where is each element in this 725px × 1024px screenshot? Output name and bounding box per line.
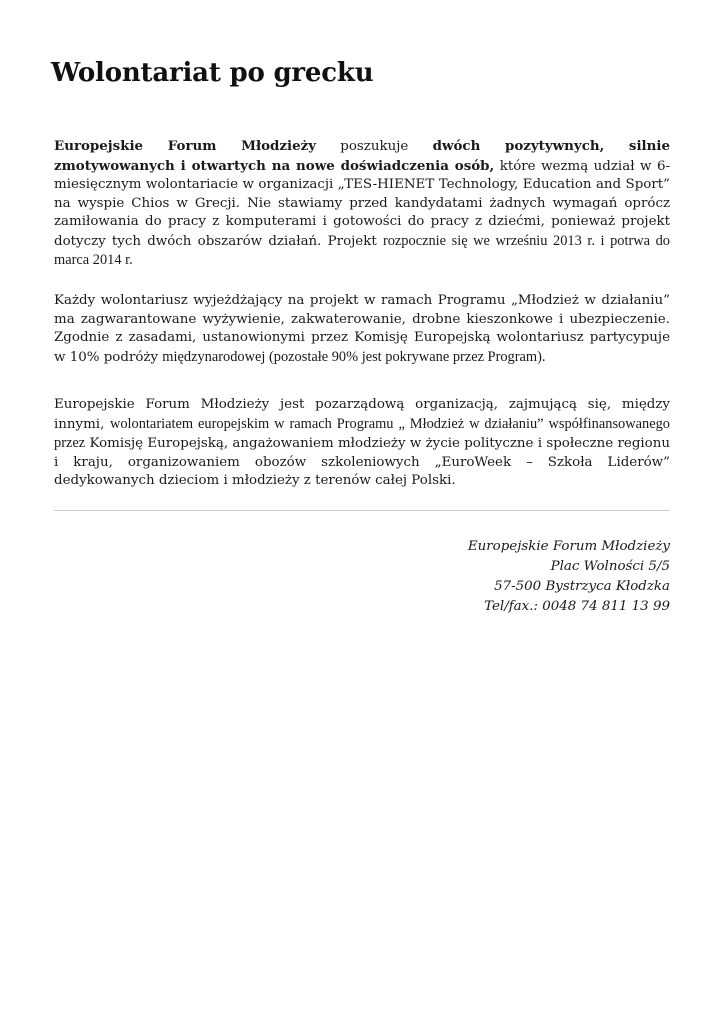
page-title: Wolontariat po grecku [51,58,374,88]
organization-name: Europejskie Forum Młodzieży [54,138,316,154]
paragraph-organization-text-1: Europejskie Forum Młodzieży jest pozarządową organizacją, zajmującą się, między innymi, [54,397,670,432]
paragraph-intro-text-1: poszukuje [316,139,433,154]
candidates-highlight: dwóch pozytywnych, silnie zmotywowanych i otwartych na nowe doświadczenia osób, [54,138,670,174]
paragraph-benefits [54,292,670,367]
paragraph-benefits-text-2: międzynarodowej (pozostałe 90% jest pokrywane przez Program). [162,348,546,365]
paragraph-organization [54,396,670,491]
project-dates: rozpocznie się we wrześniu 2013 r. i potrwa do marca 2014 r. [54,232,671,268]
paragraph-organization-text-3: Komisję Europejską, angażowaniem młodzieży w życie polityczne i społeczne regionu i kraju, organizowaniem obozów szkoleniowych „EuroWeek – Szkoła Liderów” dedykowanych dzieciom i młodzieży z terenów całej Polski. [54,436,670,488]
paragraph-intro-text-2: które wezmą udział w 6-miesięcznym wolontariacie w organizacji „TES-HIENET Technology, Education and Sport” na wyspie Chios w Grecji. Nie stawiamy przed kandydatami żadnych wymagań oprócz zamiłowania do pracy z komputerami i gotowości do pracy z dziećmi, ponieważ projekt dotyczy tych dwóch obszarów działań. Projekt [54,158,671,249]
address-organization: Europejskie Forum Młodzieży [467,539,670,554]
paragraph-benefits-text-1: Każdy wolontariusz wyjeżdżający na projekt w ramach Programu „Młodzież w działaniu” ma zagwarantowane wyżywienie, zakwaterowanie, drobne kieszonkowe i ubezpieczenie. Zgodnie z zasadami, ustanowionymi przez Komisję Europejską wolontariusz partycypuje w 10% podróży [54,293,670,365]
paragraph-organization-text-2: wolontariatem europejskim w ramach Programu „ Młodzież w działaniu” współfinansowanego przez [54,415,670,451]
address-city: 57-500 Bystrzyca Kłodzka [494,579,670,594]
address-street: Plac Wolności 5/5 [550,559,670,574]
address-phone: Tel/fax.: 0048 74 811 13 99 [484,599,670,614]
paragraph-intro [54,137,670,271]
contact-address [468,537,670,617]
separator-line [54,510,670,511]
